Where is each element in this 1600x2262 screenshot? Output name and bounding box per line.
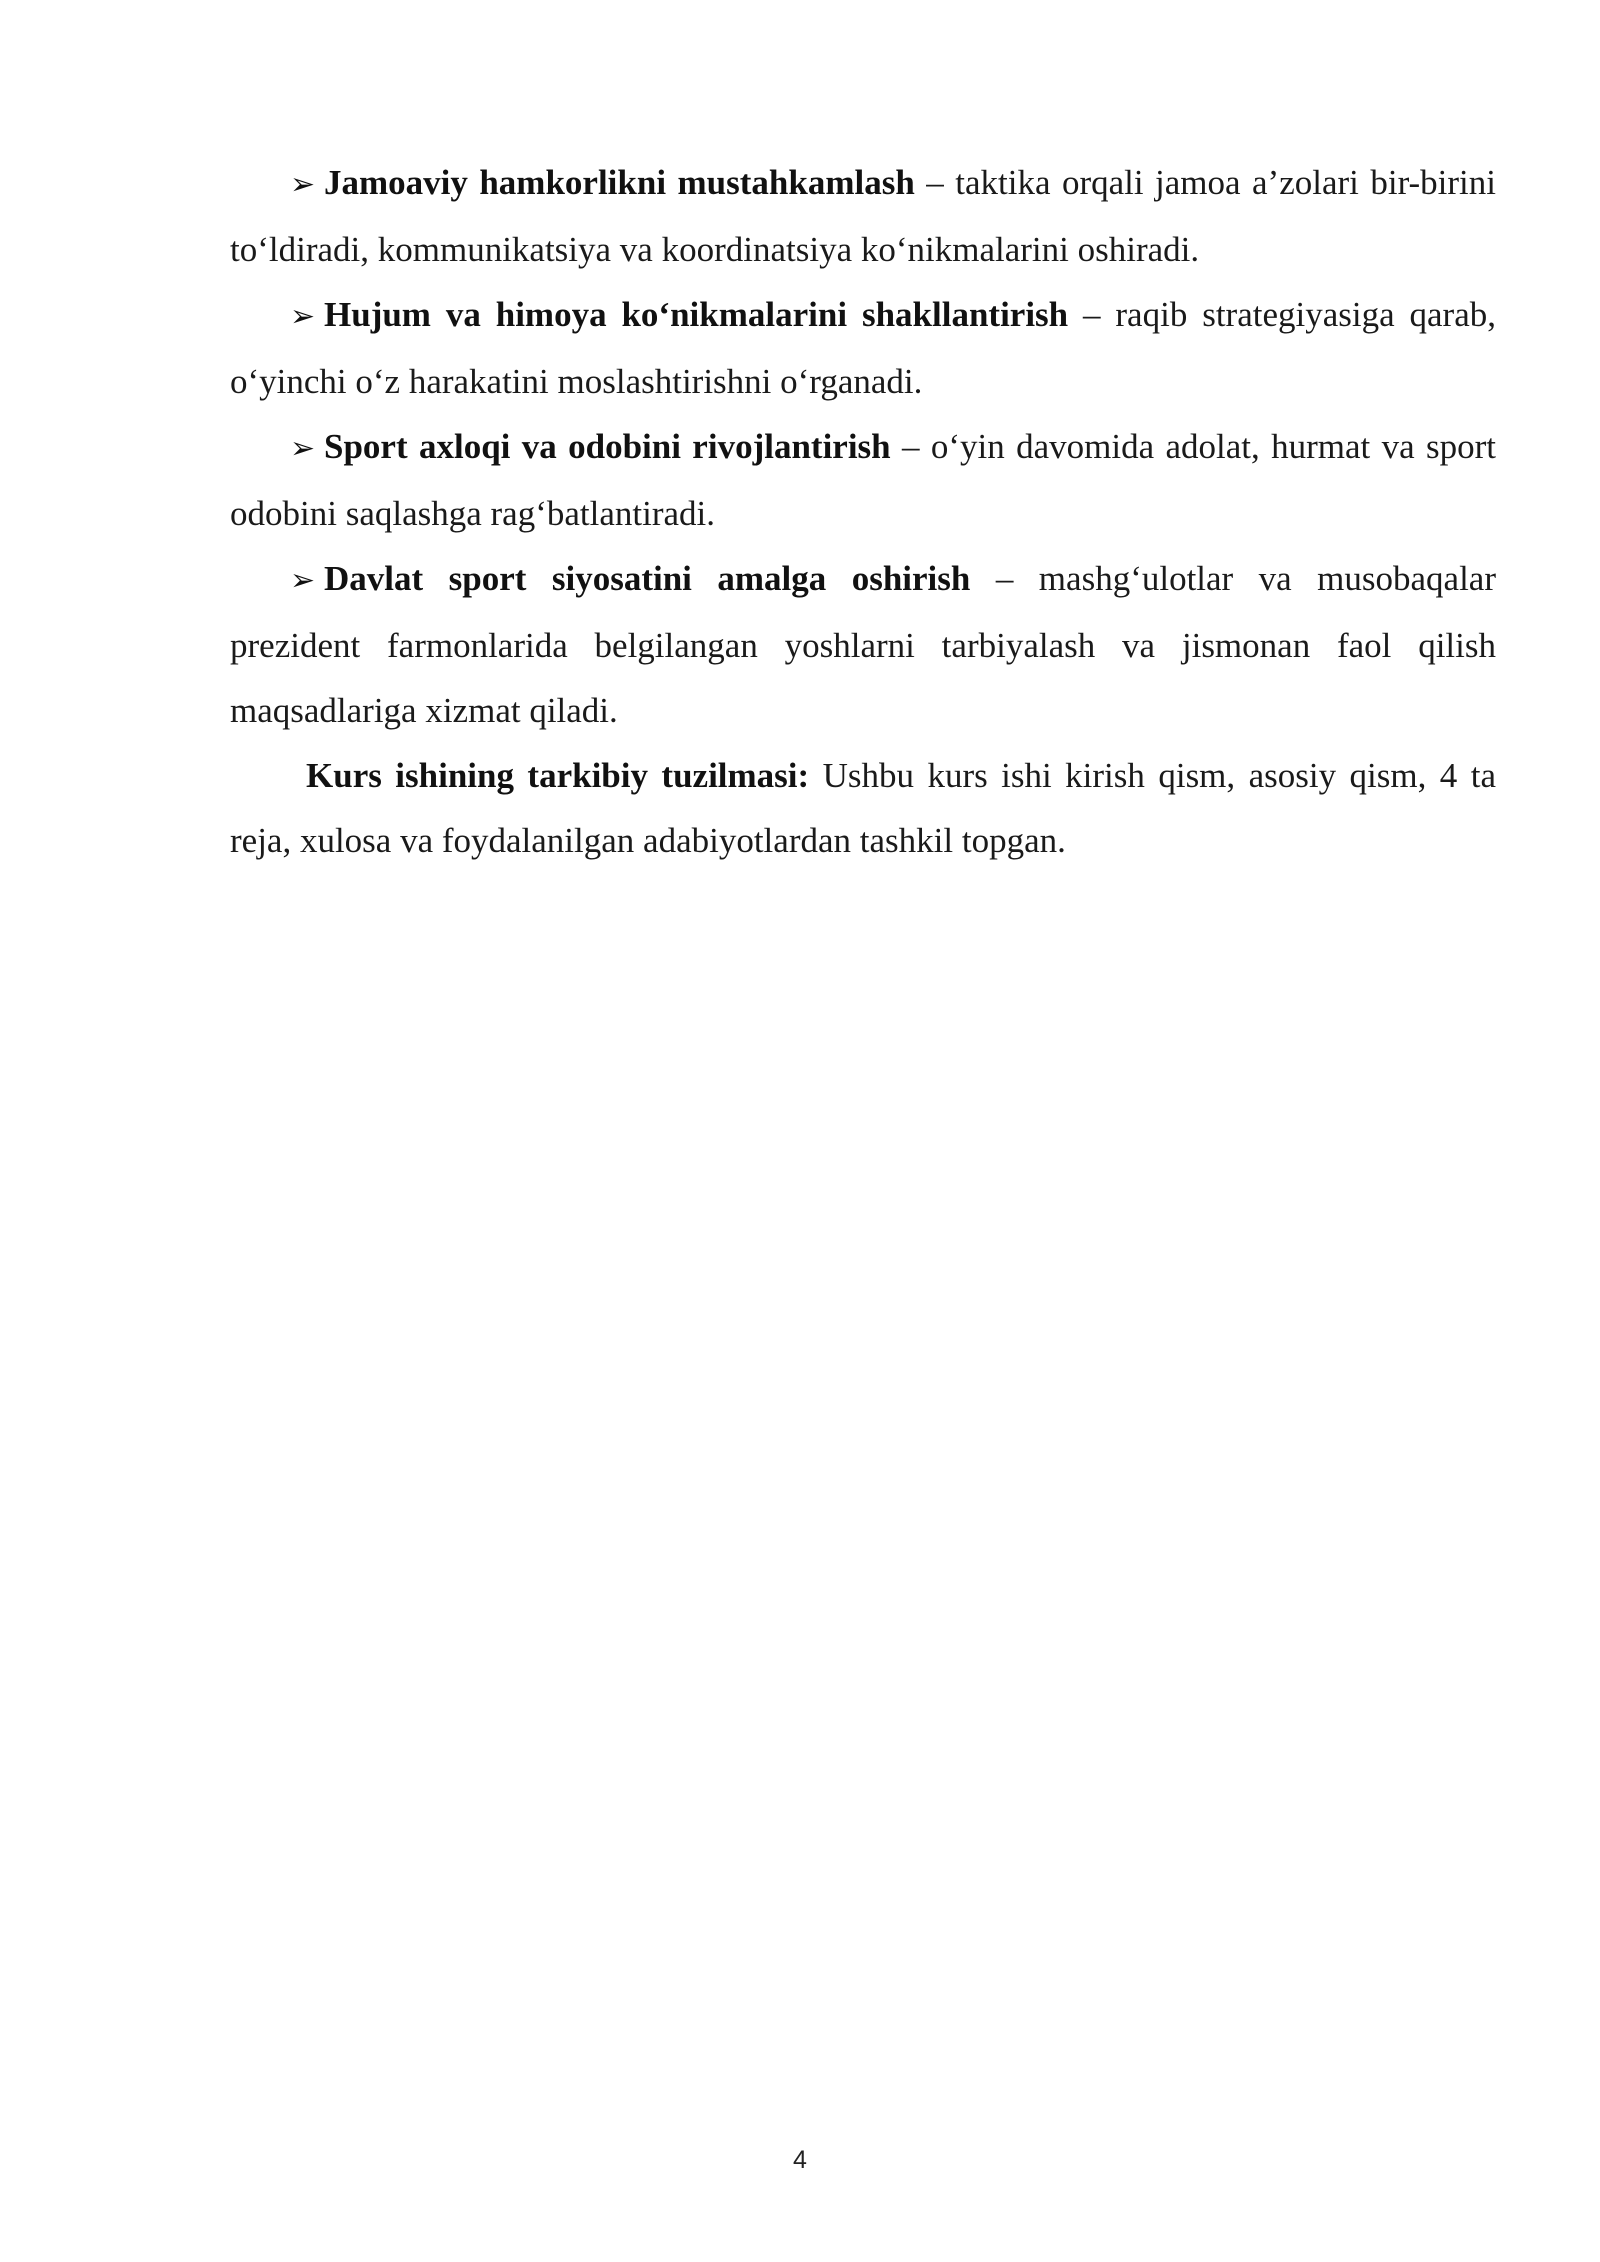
arrowhead-right-icon: ➢ — [290, 431, 316, 466]
bullet-paragraph-state-policy — [230, 546, 1496, 743]
bullet-text: – o‘yin davomida adolat, hurmat va sport odobini saqlashga rag‘batlantiradi. — [230, 427, 1496, 533]
page-number: 4 — [793, 2146, 807, 2174]
bullet-text: – mashg‘ulotlar va musobaqalar prezident farmonlarida belgilangan yoshlarni tarbiyalash va jismonan faol qilish maqsadlariga xizmat qiladi. — [230, 559, 1497, 730]
bullet-term: Jamoaviy hamkorlikni mustahkamlash — [324, 163, 915, 202]
bullet-paragraph-sport-ethics — [230, 414, 1496, 546]
bullet-paragraph-teamwork — [230, 150, 1496, 282]
page-body — [230, 150, 1496, 873]
bullet-term: Hujum va himoya ko‘nikmalarini shakllantirish — [324, 295, 1069, 334]
structure-term: Kurs ishining tarkibiy tuzilmasi: — [306, 756, 810, 795]
bullet-term: Davlat sport siyosatini amalga oshirish — [324, 559, 971, 598]
bullet-term: Sport axloqi va odobini rivojlantirish — [324, 427, 891, 466]
arrowhead-right-icon: ➢ — [290, 167, 316, 202]
arrowhead-right-icon: ➢ — [290, 563, 316, 598]
structure-paragraph — [230, 743, 1496, 873]
structure-text: Ushbu kurs ishi kirish qism, asosiy qism, 4 ta reja, xulosa va foydalanilgan adabiyotlardan tashkil topgan. — [230, 756, 1496, 860]
bullet-text: – taktika orqali jamoa a’zolari bir-birini to‘ldiradi, kommunikatsiya va koordinatsiya ko‘nikmalarini oshiradi. — [230, 163, 1497, 269]
bullet-text: – raqib strategiyasiga qarab, o‘yinchi o‘z harakatini moslashtirishni o‘rganadi. — [230, 295, 1496, 401]
bullet-paragraph-attack-defense — [230, 282, 1496, 414]
arrowhead-right-icon: ➢ — [290, 299, 316, 334]
